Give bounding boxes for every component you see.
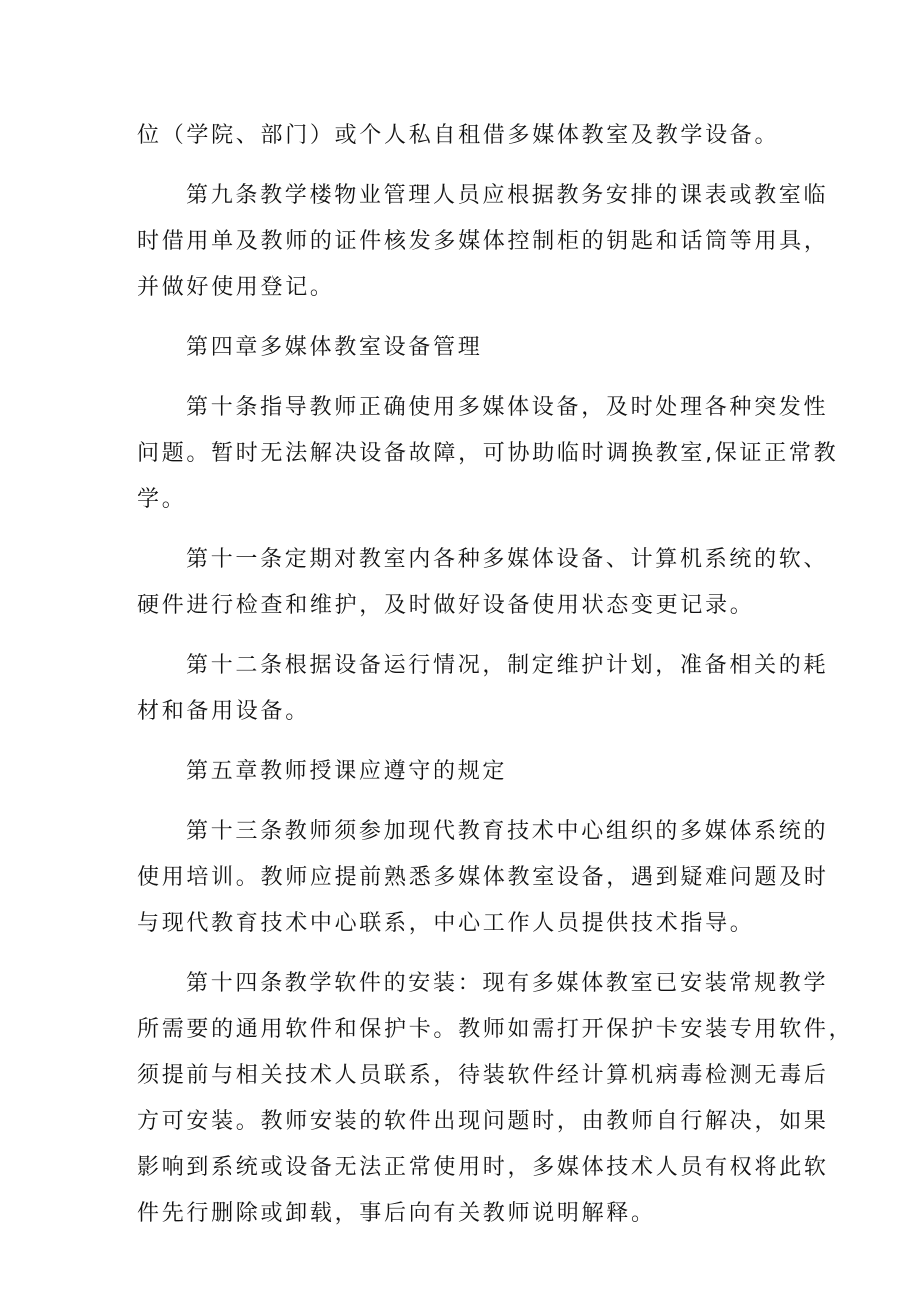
article-line: 并做好使用登记。 [137,275,335,300]
article-line: 第十四条教学软件的安装：现有多媒体教室已安装常规教学 [186,971,829,996]
article-line: 第十二条根据设备运行情况，制定维护计划，准备相关的耗 [186,653,829,678]
article-line: 与现代教育技术中心联系，中心工作人员提供技术指导。 [137,911,755,936]
article-line: 影响到系统或设备无法正常使用时，多媒体技术人员有权将此软 [137,1155,829,1180]
document-body [137,113,854,1237]
article-line: 第十一条定期对教室内各种多媒体设备、计算机系统的软、 [186,547,829,572]
chapter-heading: 第四章多媒体教室设备管理 [186,335,483,360]
article-line: 时借用单及教师的证件核发多媒体控制柜的钥匙和话筒等用具， [137,229,829,254]
chapter-heading: 第五章教师授课应遵守的规定 [186,759,508,784]
article-line: 问题。暂时无法解决设备故障，可协助临时调换教室,保证正常教 [137,441,839,466]
article-line: 使用培训。教师应提前熟悉多媒体教室设备，遇到疑难问题及时 [137,865,829,890]
article-line: 所需要的通用软件和保护卡。教师如需打开保护卡安装专用软件， [137,1017,854,1042]
article-line: 第十条指导教师正确使用多媒体设备，及时处理各种突发性 [186,395,829,420]
article-line: 学。 [137,487,187,512]
article-line: 第九条教学楼物业管理人员应根据教务安排的课表或教室临 [186,183,829,208]
article-line: 方可安装。教师安装的软件出现问题时，由教师自行解决，如果 [137,1109,829,1134]
article-line: 第十三条教师须参加现代教育技术中心组织的多媒体系统的 [186,819,829,844]
article-line: 件先行删除或卸载，事后向有关教师说明解释。 [137,1201,656,1226]
article-line: 硬件进行检查和维护，及时做好设备使用状态变更记录。 [137,593,755,618]
article-line: 材和备用设备。 [137,699,310,724]
article-line: 须提前与相关技术人员联系，待装软件经计算机病毒检测无毒后 [137,1063,829,1088]
paragraph-line: 位（学院、部门）或个人私自租借多媒体教室及教学设备。 [137,123,780,148]
